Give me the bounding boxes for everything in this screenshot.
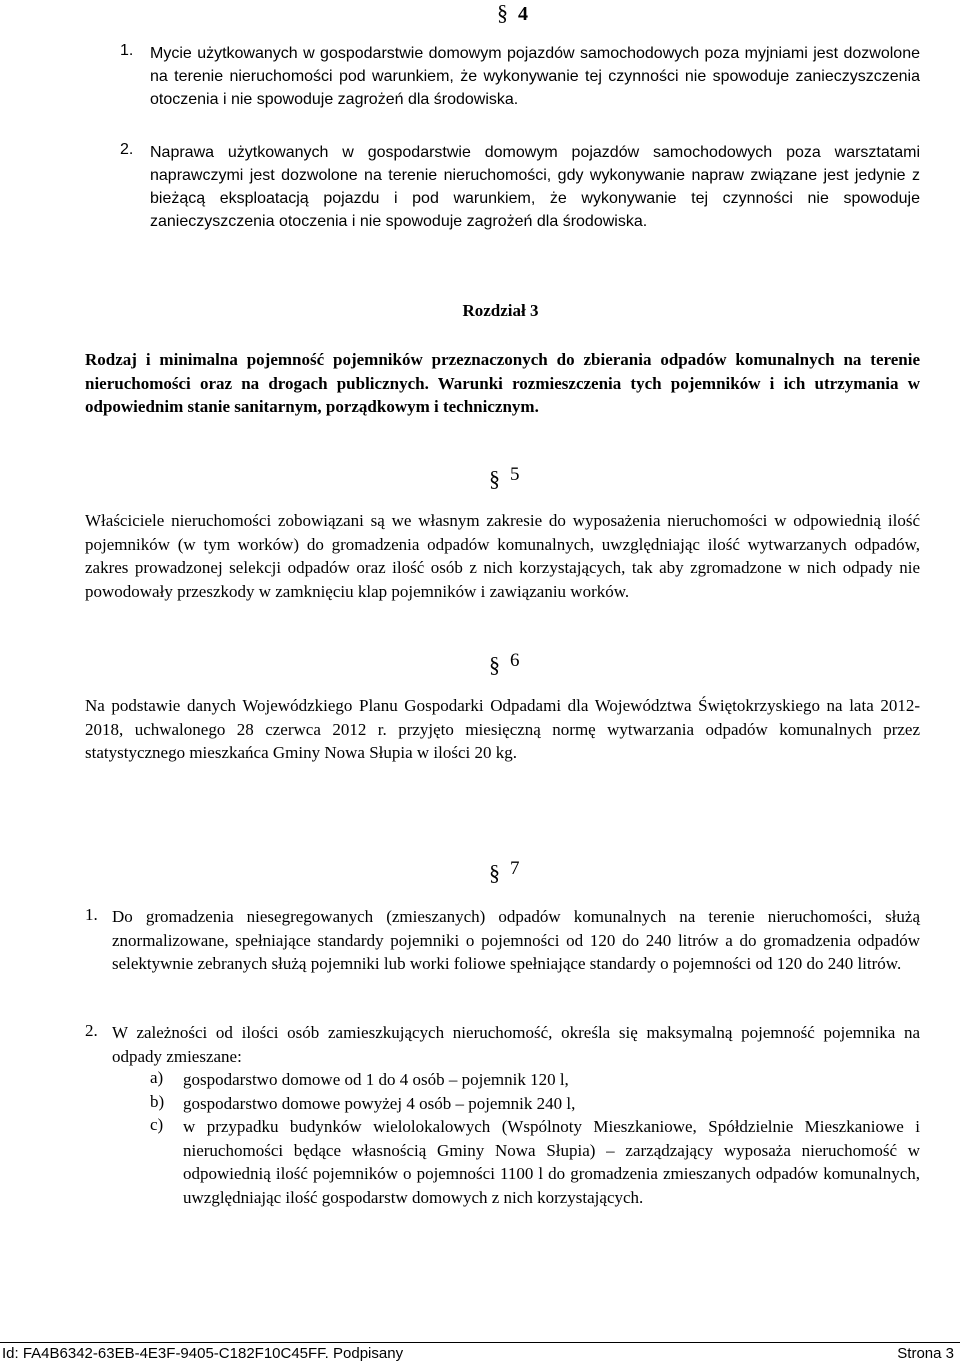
section-number: 6 xyxy=(510,650,520,671)
section-symbol: § xyxy=(489,860,500,885)
list-label-a: a) xyxy=(150,1068,164,1087)
par7-item1-text: Do gromadzenia niesegregowanych (zmieszanych) odpadów komunalnych na terenie nieruchomości, służą znormalizowane, spełniające standardy pojemniki o pojemności od 120 do 240 litrów a do gromadzenia odpadów selektywnie zebranych służą pojemniki lub worki foliowe spełniające standardy o pojemności od 120 do 240 litrów. xyxy=(112,907,920,973)
section-symbol: § xyxy=(497,0,508,25)
footer-page-number: Strona 3 xyxy=(897,1345,954,1362)
section-5-text: Właściciele nieruchomości zobowiązani są we własnym zakresie do wyposażenia nieruchomości w odpowiednią ilość pojemników (w tym worków) do gromadzenia odpadów komunalnych, uwzględniając ilość wytwarzanych odpadów, zakres prowadzonej selekcji odpadów oraz ilość osób z nich korzystających, tak aby zgromadzone w nich odpady nie powodowały przeszkody w zamknięciu klap pojemników i zawiązaniu worków. xyxy=(85,511,920,601)
footer-document-id: Id: FA4B6342-63EB-4E3F-9405-C182F10C45FF. Podpisany xyxy=(2,1345,404,1362)
par7-item1-number: 1. xyxy=(85,905,98,924)
list-item-b: gospodarstwo domowe powyżej 4 osób – pojemnik 240 l, xyxy=(183,1094,576,1113)
section-5-heading xyxy=(489,464,520,492)
chapter-subtitle: Rodzaj i minimalna pojemność pojemników przeznaczonych do zbierania odpadów komunalnych na terenie nieruchomości oraz na drogach publicznych. Warunki rozmieszczenia tych pojemników i ich utrzymania w odpowiednim stanie sanitarnym, porządkowym i technicznym. xyxy=(85,350,920,416)
chapter-title: Rozdział 3 xyxy=(462,301,539,320)
section-6-heading xyxy=(489,650,520,678)
section-4-heading xyxy=(497,0,528,26)
par7-item2-number: 2. xyxy=(85,1021,98,1040)
list-label-b: b) xyxy=(150,1092,165,1111)
section-symbol: § xyxy=(489,652,500,677)
par4-item2-number: 2. xyxy=(120,141,134,158)
list-item-c: w przypadku budynków wielolokalowych (Wspólnoty Mieszkaniowe, Spółdzielnie Mieszkaniowe i nieruchomości będące własnością Gminy Nowa Słupia) – zarządzający wyposaża nieruchomość w odpowiednią ilość pojemników o pojemności 1100 l do gromadzenia zmieszanych odpadów komunalnych, uwzględniając ilość gospodarstw domowych z nich korzystających. xyxy=(183,1117,920,1207)
list-item-a: gospodarstwo domowe od 1 do 4 osób – pojemnik 120 l, xyxy=(183,1070,569,1089)
section-7-heading xyxy=(489,858,520,886)
section-number: 7 xyxy=(510,858,520,879)
footer-divider xyxy=(0,1342,960,1343)
par7-item2-text: W zależności od ilości osób zamieszkujących nieruchomość, określa się maksymalną pojemność pojemnika na odpady zmieszane: xyxy=(112,1023,920,1066)
section-number: 5 xyxy=(510,464,520,485)
par4-item2-text: Naprawa użytkowanych w gospodarstwie domowym pojazdów samochodowych poza warsztatami naprawczymi jest dozwolone na terenie nieruchomości, gdy wykonywanie napraw związane jest jedynie z bieżącą eksploatacją pojazdu i pod warunkiem, że wykonywanie tej czynności nie spowoduje zanieczyszczenia otoczenia i nie spowoduje zagrożeń dla środowiska. xyxy=(150,144,920,230)
section-6-text: Na podstawie danych Wojewódzkiego Planu Gospodarki Odpadami dla Województwa Świętokrzyskiego na lata 2012-2018, uchwalonego 28 czerwca 2012 r. przyjęto miesięczną normę wytwarzania odpadów komunalnych przez statystycznego mieszkańca Gminy Nowa Słupia w ilości 20 kg. xyxy=(85,696,920,762)
section-number: 4 xyxy=(518,3,528,25)
list-label-c: c) xyxy=(150,1115,164,1134)
par4-item1-number: 1. xyxy=(120,42,134,59)
par4-item1-text: Mycie użytkowanych w gospodarstwie domowym pojazdów samochodowych poza myjniami jest dozwolone na terenie nieruchomości pod warunkiem, że wykonywanie tej czynności nie spowoduje zanieczyszczenia otoczenia i nie spowoduje zagrożeń dla środowiska. xyxy=(150,45,920,108)
section-symbol: § xyxy=(489,466,500,491)
